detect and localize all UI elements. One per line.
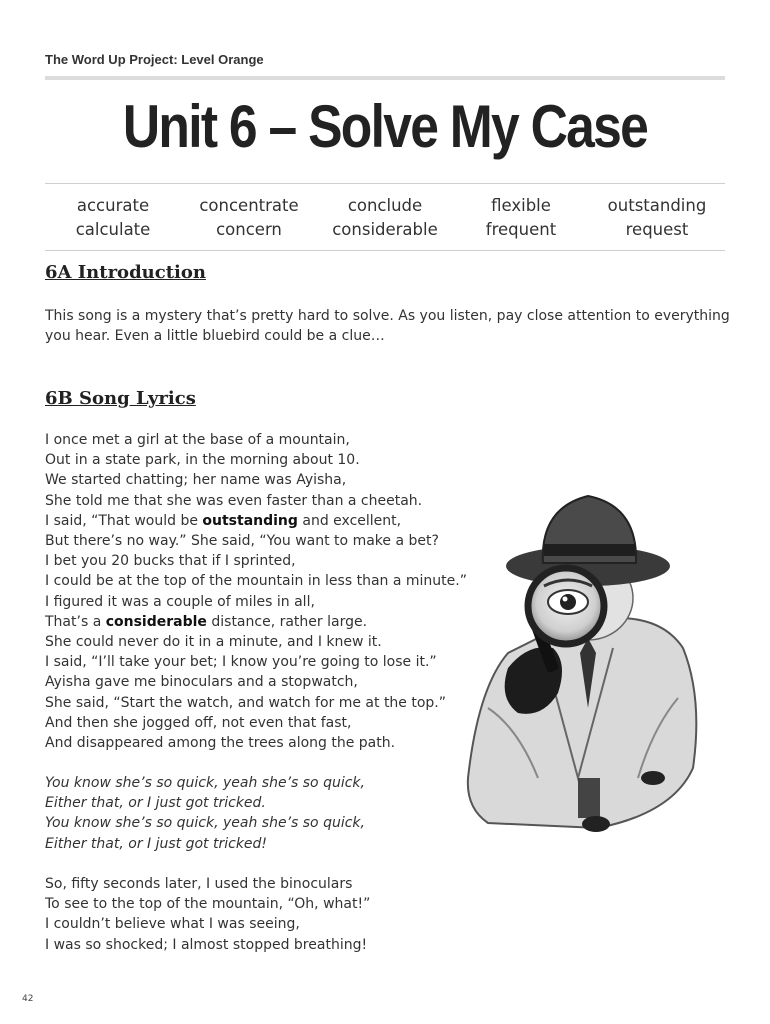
lyric-line: So, fifty seconds later, I used the binoculars — [45, 876, 353, 892]
lyric-line: Ayisha gave me binoculars and a stopwatch, — [45, 674, 358, 691]
vocab-word: outstanding — [607, 196, 707, 215]
header-divider — [45, 76, 725, 80]
lyric-line: I said, “I’ll take your bet; I know you’re going to lose it.” — [45, 654, 437, 671]
vocab-word: concentrate — [199, 196, 299, 215]
vocab-highlight: considerable — [105, 613, 207, 630]
lyric-line: But there’s no way.” She said, “You want to make a bet? — [45, 533, 439, 550]
lyric-line: I could be at the top of the mountain in less than a minute.” — [45, 573, 467, 590]
lyric-line: She could never do it in a minute, and I knew it. — [45, 634, 382, 651]
lyric-line: And disappeared among the trees along the path. — [45, 735, 396, 752]
vocab-column — [453, 194, 589, 242]
lyric-line: Either that, or I just got tricked. — [45, 795, 266, 812]
lyric-line: You know she’s so quick, yeah she’s so quick, — [45, 815, 365, 832]
lyric-line: And then she jogged off, not even that fast, — [45, 714, 352, 731]
vocab-word: calculate — [75, 220, 151, 239]
vocab-word: concern — [216, 220, 282, 239]
lyric-line: I was so shocked; I almost stopped breathing! — [45, 936, 368, 953]
lyric-line: That’s a considerable distance, rather large. — [45, 613, 368, 630]
vocab-word: accurate — [76, 196, 150, 215]
project-label: The Word Up Project: Level Orange — [45, 52, 264, 67]
page-number: 42 — [22, 994, 34, 1004]
lyrics-heading: 6B Song Lyrics — [45, 388, 196, 409]
page-title: Unit 6 – Solve My Case — [122, 93, 648, 160]
lyric-line: Out in a state park, in the morning about 10. — [45, 452, 360, 469]
vocab-word: request — [625, 220, 689, 239]
lyric-line: You know she’s so quick, yeah she’s so quick, — [45, 775, 365, 791]
vocab-word: considerable — [332, 220, 438, 239]
vocab-column — [317, 194, 453, 242]
lyric-line: I once met a girl at the base of a mountain, — [45, 432, 350, 448]
lyric-line: I couldn’t believe what I was seeing, — [45, 916, 300, 933]
lyric-line: Either that, or I just got tricked! — [45, 835, 268, 852]
vocab-column — [181, 194, 317, 242]
lyric-line: I said, “That would be outstanding and excellent, — [45, 512, 402, 529]
vocab-top-divider — [45, 183, 725, 184]
vocab-column — [45, 194, 181, 242]
vocab-word: frequent — [485, 220, 557, 239]
lyrics-verse-1 — [45, 430, 485, 753]
vocab-column — [589, 194, 725, 242]
vocab-word: flexible — [491, 196, 551, 215]
detective-illustration — [448, 478, 708, 843]
shoe — [641, 771, 665, 785]
lyric-line: To see to the top of the mountain, “Oh, what!” — [45, 896, 371, 913]
intro-text: This song is a mystery that’s pretty hard to solve. As you listen, pay close attention to everything you hear. Even a little bluebird could be a clue… — [45, 308, 730, 344]
lyric-line: She said, “Start the watch, and watch for me at the top.” — [45, 694, 447, 711]
lyrics-chorus — [45, 773, 485, 854]
lyric-line: I figured it was a couple of miles in all, — [45, 593, 315, 610]
lyric-line: I bet you 20 bucks that if I sprinted, — [45, 553, 296, 570]
vocab-word: conclude — [347, 196, 423, 215]
lyric-line: She told me that she was even faster than a cheetah. — [45, 492, 423, 509]
vocab-highlight: outstanding — [202, 512, 298, 529]
vocab-bottom-divider — [45, 250, 725, 251]
lyric-line: We started chatting; her name was Ayisha, — [45, 472, 347, 489]
lyrics-verse-2 — [45, 874, 485, 955]
vocabulary-list — [45, 194, 725, 242]
shoe — [582, 816, 610, 832]
intro-heading: 6A Introduction — [45, 262, 206, 283]
